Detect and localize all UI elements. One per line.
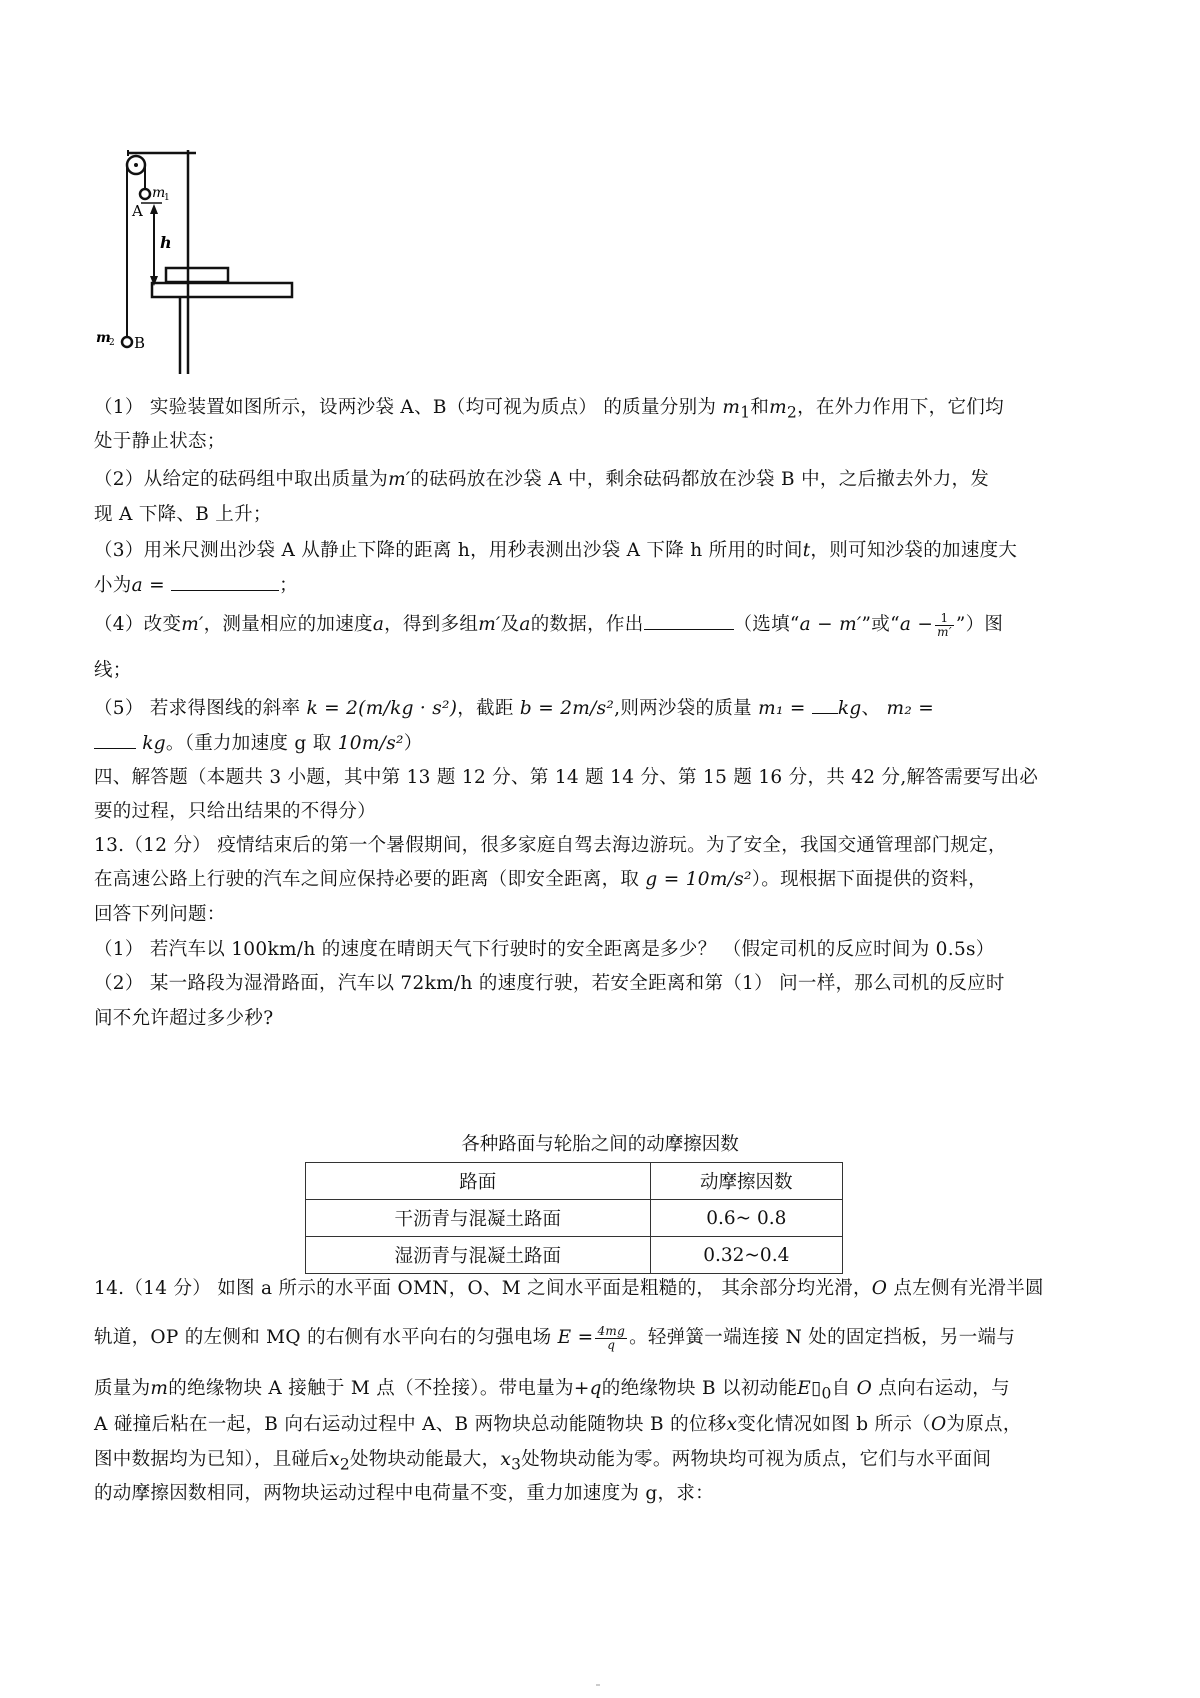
- step-1-text: （1） 实验装置如图所示，设两沙袋 A、B（均可视为质点） 的质量分别为: [94, 397, 723, 418]
- fraction-1-over-m: $\frac{1}{m'}$: [937, 610, 952, 639]
- label-h: h: [160, 233, 172, 252]
- step-5-line-2: kg。（重力加速度 g 取 10m/s²）: [94, 729, 423, 755]
- table-cell: 湿沥青与混凝土路面: [306, 1237, 651, 1274]
- section-4-heading-line-2: 要的过程，只给出结果的不得分）: [94, 801, 377, 822]
- q14-line-1: 14.（14 分） 如图 a 所示的水平面 OMN，O、M 之间水平面是粗糙的， 其余部分均光滑，O 点左侧有光滑半圆: [94, 1278, 1044, 1299]
- q14-line-5: 图中数据均为已知），且碰后$x_2$处物块动能最大，$x_3$处物块动能为零。两物块均可视为质点，它们与水平面间: [94, 1449, 992, 1474]
- fraction-4mg-over-q: $\frac{4mg}{q}$: [597, 1323, 626, 1352]
- section-4-heading-line-1: 四、解答题（本题共 3 小题，其中第 13 题 12 分、第 14 题 14 分、第 15 题 16 分，共 42 分,解答需要写出必: [94, 767, 1039, 788]
- label-m1: m: [152, 185, 166, 201]
- footer-mark: [596, 1684, 600, 1686]
- friction-table: [305, 1162, 843, 1274]
- label-m1-sub: 1: [164, 193, 170, 203]
- step-5-line-1: （5） 若求得图线的斜率 k = 2(m/kg · s²)，截距 b = 2m/s²,则两沙袋的质量 m₁ = kg、 m₂ =: [94, 698, 935, 719]
- q13-part-2-line-1: （2） 某一路段为湿滑路面，汽车以 72km/h 的速度行驶，若安全距离和第（1） 问一样，那么司机的反应时: [94, 973, 1005, 994]
- table-top-icon: [152, 283, 292, 297]
- q13-part-2-line-2: 间不允许超过多少秒?: [94, 1008, 274, 1029]
- step-4-line-2: 线；: [94, 660, 132, 681]
- step-2-line-2: 现 A 下降、B 上升；: [94, 504, 272, 525]
- step-3-line-1: （3）用米尺测出沙袋 A 从静止下降的距离 h，用秒表测出沙袋 A 下降 h 所用的时间t，则可知沙袋的加速度大: [94, 540, 1018, 561]
- answer-blank-acceleration[interactable]: [171, 590, 279, 591]
- step-1-line-2: 处于静止状态；: [94, 431, 226, 452]
- sandbag-b-icon: [122, 337, 132, 347]
- table-title: 各种路面与轮胎之间的动摩擦因数: [461, 1134, 739, 1155]
- label-m2: m: [96, 330, 111, 346]
- table-cell: 0.32~0.4: [650, 1237, 842, 1274]
- step-3-line-2: 小为a = ；: [94, 575, 298, 596]
- answer-blank-m2[interactable]: [94, 748, 136, 749]
- pulley-apparatus-figure: [96, 150, 306, 380]
- q13-line-2: 在高速公路上行驶的汽车之间应保持必要的距离（即安全距离，取 g = 10m/s²）。现根据下面提供的资料，: [94, 869, 987, 890]
- block-icon: [166, 268, 228, 282]
- q13-part-1: （1） 若汽车以 100km/h 的速度在晴朗天气下行驶时的安全距离是多少？ （假定司机的反应时间为 0.5s）: [94, 939, 995, 960]
- q14-line-3: 质量为m的绝缘物块 A 接触于 M 点（不拴接）。带电量为+q的绝缘物块 B 以初动能$E▯_0$自 O 点向右运动，与: [94, 1378, 1010, 1403]
- label-a: A: [132, 202, 143, 220]
- answer-blank-m1[interactable]: [812, 713, 838, 714]
- table-cell: 0.6~ 0.8: [650, 1200, 842, 1237]
- label-m2-sub: 2: [109, 338, 115, 348]
- step-4-line-1: （4）改变m′，测量相应的加速度a，得到多组m′及a的数据，作出 （选填“a − m′”或“a − $\frac{1}{m'}$ ”）图: [94, 610, 1004, 639]
- table-header-row: [306, 1163, 843, 1200]
- table-cell: 干沥青与混凝土路面: [306, 1200, 651, 1237]
- q14-line-6: 的动摩擦因数相同，两物块运动过程中电荷量不变，重力加速度为 g，求：: [94, 1483, 714, 1504]
- table-header-cell: 动摩擦因数: [650, 1163, 842, 1200]
- step-1-line-1: （1） 实验装置如图所示，设两沙袋 A、B（均可视为质点） 的质量分别为 $m_1$和$m_2$，在外力作用下，它们均: [94, 397, 1004, 422]
- table-row: [306, 1237, 843, 1274]
- q13-line-1: 13.（12 分） 疫情结束后的第一个暑假期间，很多家庭自驾去海边游玩。为了安全，我国交通管理部门规定，: [94, 835, 1007, 856]
- q14-line-2: 轨道，OP 的左侧和 MQ 的右侧有水平向右的匀强电场 E = $\frac{4mg}{q}$ 。轻弹簧一端连接 N 处的固定挡板，另一端与: [94, 1323, 1016, 1352]
- step-2-line-1: （2）从给定的砝码组中取出质量为m′的砝码放在沙袋 A 中，剩余砝码都放在沙袋 B 中，之后撤去外力，发: [94, 469, 990, 490]
- label-b: B: [134, 334, 146, 352]
- sandbag-a-icon: [140, 189, 150, 199]
- q13-line-3: 回答下列问题：: [94, 904, 226, 925]
- table-row: [306, 1200, 843, 1237]
- table-header-cell: 路面: [306, 1163, 651, 1200]
- q14-line-4: A 碰撞后粘在一起，B 向右运动过程中 A、B 两物块总动能随物块 B 的位移x变化情况如图 b 所示（O为原点，: [94, 1414, 1022, 1435]
- answer-blank-graph-choice[interactable]: [644, 629, 734, 630]
